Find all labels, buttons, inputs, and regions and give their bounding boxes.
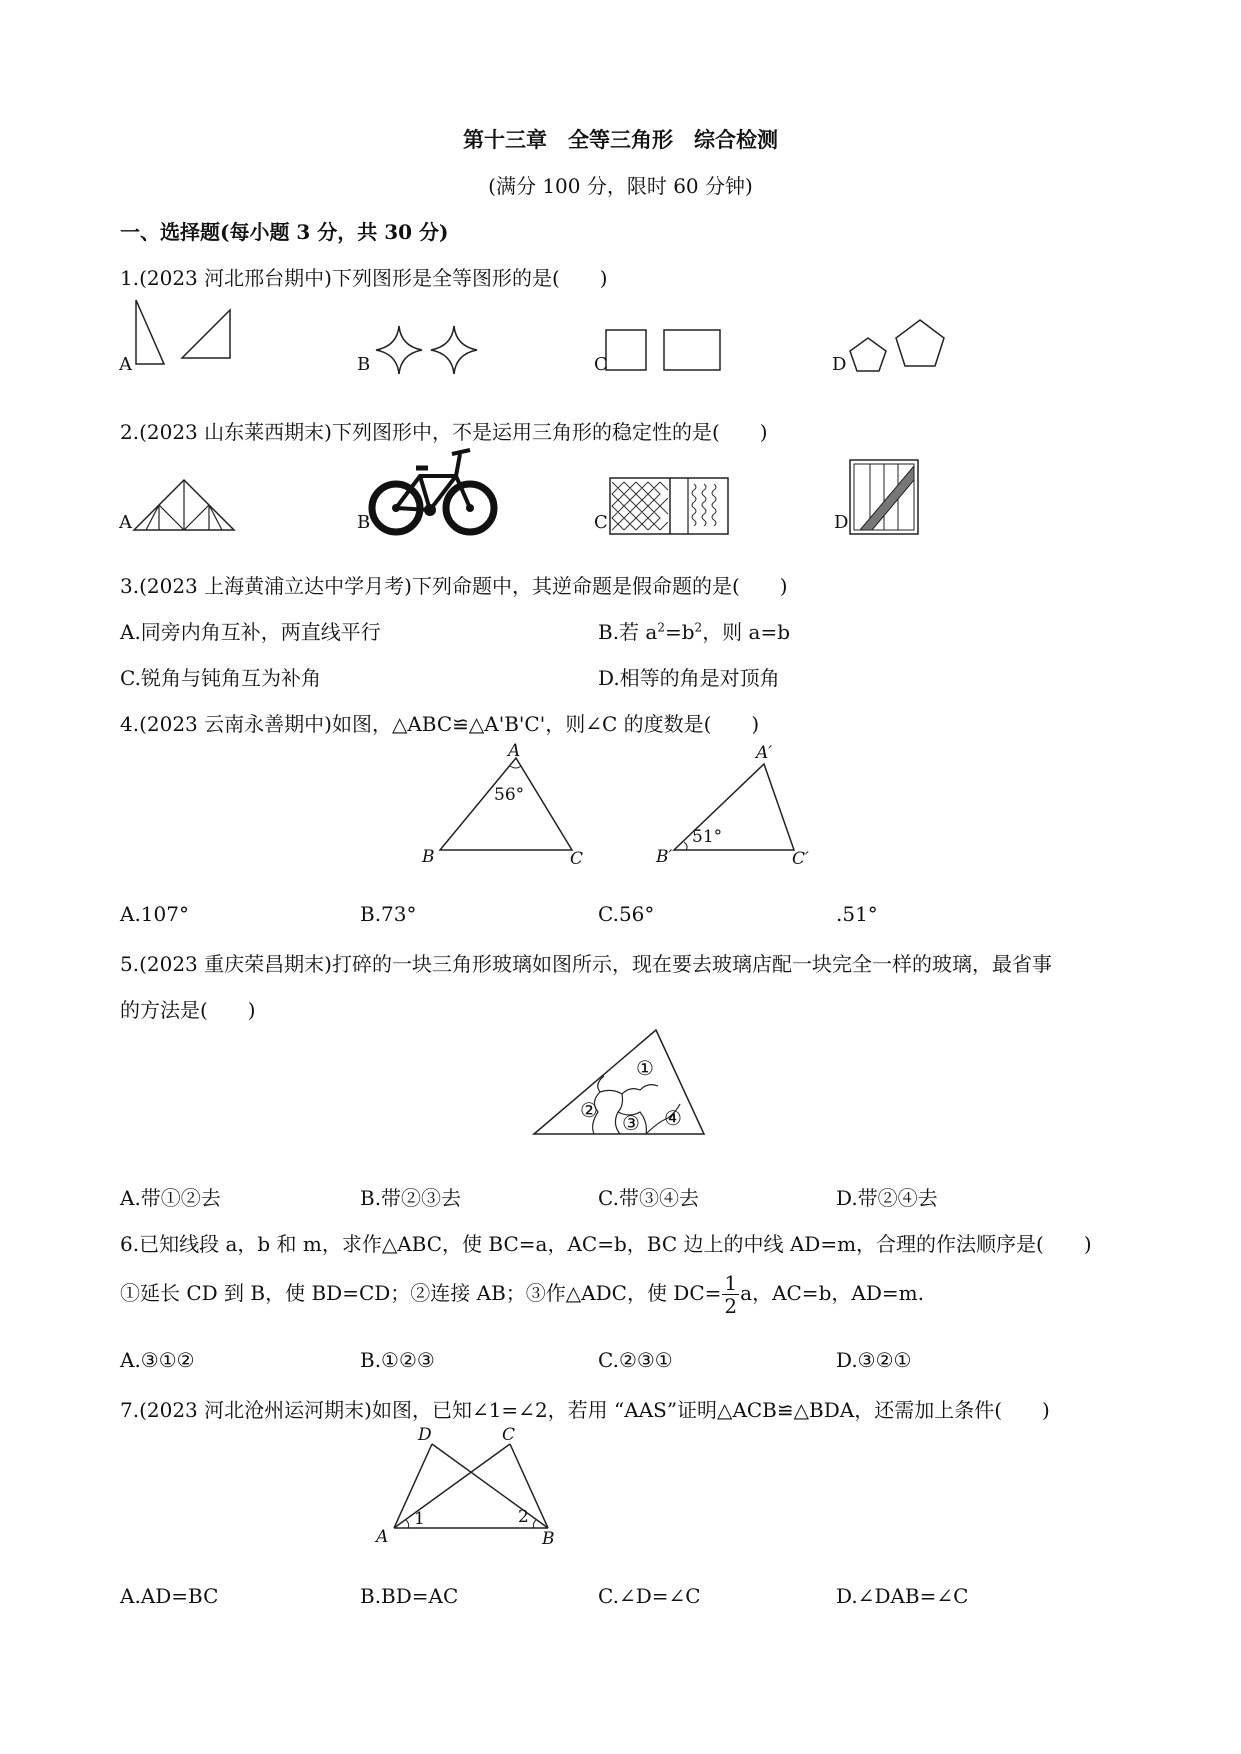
q5-option-c: C.带③④去	[598, 1186, 699, 1210]
q7-label-c: C	[502, 1425, 516, 1445]
q6-option-b: B.①②③	[360, 1348, 435, 1372]
q3-option-d: D.相等的角是对顶角	[598, 666, 780, 690]
question-6-steps: ①延长 CD 到 B，使 BD=CD；②连接 AB；③作△ADC，使 DC= $\frac{1}{2}$ a，AC=b，AD=m.	[120, 1271, 924, 1318]
q7-label-d: D	[418, 1425, 432, 1445]
q5-option-d: D.带②④去	[836, 1186, 938, 1210]
q4-label-c-prime: C′	[792, 849, 809, 869]
q7-label-b: B	[542, 1529, 555, 1549]
q1-figure-c	[600, 328, 730, 374]
q3-option-c: C.锐角与钝角互为补角	[120, 666, 321, 690]
q2-figure-a-truss	[132, 462, 236, 534]
q1-label-c: C	[594, 354, 608, 375]
q2-label-c: C	[594, 512, 608, 533]
q4-option-b: B.73°	[360, 902, 417, 926]
question-4-stem: 4.(2023 云南永善期中)如图，△ABC≌△A'B'C'，则∠C 的度数是( )	[120, 712, 760, 736]
q4-angle-a: 56°	[494, 785, 525, 805]
q4-triangle-abc	[420, 741, 590, 869]
q5-piece-3: ③	[622, 1111, 640, 1135]
q1-label-d: D	[832, 354, 847, 375]
q1-figure-a	[130, 296, 240, 368]
exam-info: (满分 100 分，限时 60 分钟)	[488, 174, 753, 198]
q6-option-a: A.③①②	[120, 1348, 195, 1372]
q4-label-c: C	[570, 849, 584, 869]
q4-label-a-prime: A′	[756, 743, 773, 763]
q4-label-a: A	[508, 741, 521, 761]
question-1-stem: 1.(2023 河北邢台期中)下列图形是全等图形的是( )	[120, 266, 608, 290]
q2-figure-c-gate	[608, 476, 730, 536]
q1-label-a: A	[119, 354, 132, 375]
question-3-stem: 3.(2023 上海黄浦立达中学月考)下列命题中，其逆命题是假命题的是( )	[120, 574, 788, 598]
q4-angle-b-prime: 51°	[692, 827, 723, 847]
q7-angle-1: 1	[414, 1509, 425, 1529]
q6-fraction: $\frac{1}{2}$	[724, 1271, 738, 1318]
q5-piece-1: ①	[636, 1056, 654, 1080]
question-6-stem: 6.已知线段 a，b 和 m，求作△ABC，使 BC=a，AC=b，BC 边上的中线 AD=m，合理的作法顺序是( )	[120, 1232, 1092, 1256]
q7-label-a: A	[376, 1527, 389, 1547]
q5-piece-4: ④	[664, 1106, 682, 1130]
q7-option-b: B.BD=AC	[360, 1584, 459, 1608]
q3-option-b: B.若 $a^2=b^2$，则 a=b	[598, 620, 791, 644]
q4-option-d: .51°	[836, 902, 878, 926]
q1-figure-b	[372, 322, 482, 378]
q7-option-c: C.∠D=∠C	[598, 1584, 701, 1608]
q2-figure-b-bicycle	[368, 446, 498, 536]
q5-piece-2: ②	[580, 1098, 598, 1122]
q1-label-b: B	[357, 354, 371, 375]
question-7-stem: 7.(2023 河北沧州运河期末)如图，已知∠1=∠2，若用 “AAS”证明△ACB≌△BDA，还需加上条件( )	[120, 1398, 1050, 1422]
q4-option-a: A.107°	[120, 902, 189, 926]
q4-label-b-prime: B′	[656, 847, 673, 867]
q3-option-a: A.同旁内角互补，两直线平行	[120, 620, 381, 644]
q2-label-d: D	[834, 512, 849, 533]
q5-option-a: A.带①②去	[120, 1186, 221, 1210]
q4-triangle-a1b1c1	[656, 743, 836, 869]
question-5-stem-line1: 5.(2023 重庆荣昌期末)打碎的一块三角形玻璃如图所示，现在要去玻璃店配一块完全一样的玻璃，最省事	[120, 952, 1052, 976]
q2-figure-d-door	[848, 458, 920, 536]
q6-option-d: D.③②①	[836, 1348, 912, 1372]
q2-label-b: B	[357, 512, 371, 533]
q5-option-b: B.带②③去	[360, 1186, 462, 1210]
q7-option-d: D.∠DAB=∠C	[836, 1584, 969, 1608]
q7-angle-2: 2	[518, 1507, 529, 1527]
question-5-stem-line2: 的方法是( )	[120, 998, 256, 1022]
page-title: 第十三章 全等三角形 综合检测	[463, 127, 778, 152]
q1-figure-d	[840, 316, 950, 376]
q4-label-b: B	[422, 847, 435, 867]
q4-option-c: C.56°	[598, 902, 655, 926]
q5-broken-glass-figure	[530, 1026, 710, 1140]
q7-option-a: A.AD=BC	[120, 1584, 219, 1608]
q7-figure	[376, 1425, 566, 1549]
section-title: 一、选择题(每小题 3 分，共 30 分)	[120, 220, 449, 244]
q6-option-c: C.②③①	[598, 1348, 673, 1372]
q2-label-a: A	[119, 512, 132, 533]
question-2-stem: 2.(2023 山东莱西期末)下列图形中，不是运用三角形的稳定性的是( )	[120, 420, 768, 444]
